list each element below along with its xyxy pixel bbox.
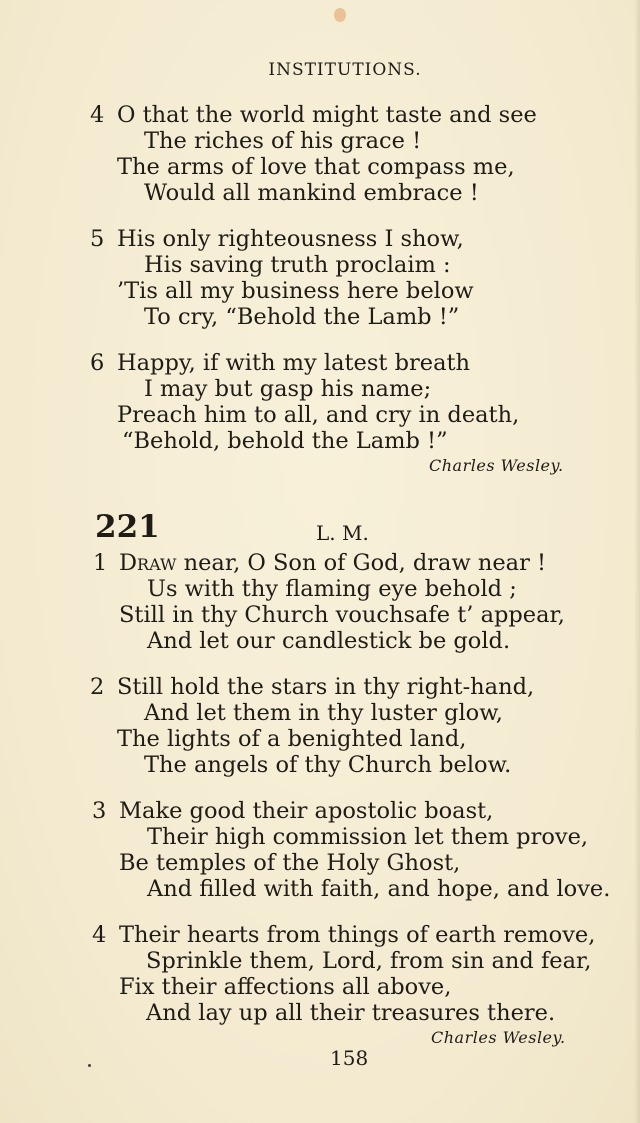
verse-line: And filled with faith, and hope, and love. (147, 876, 611, 902)
verse-line: Their high commission let them prove, (147, 824, 589, 850)
hymn-meter: L. M. (316, 521, 369, 545)
verse-line: I may but gasp his name; (144, 376, 432, 402)
verse-line: “Behold, behold the Lamb !” (122, 428, 448, 454)
hymn-number: 221 (95, 509, 160, 545)
verse-line: Still in thy Church vouchsafe t’ appear, (119, 602, 565, 628)
verse-line: Be temples of the Holy Ghost, (119, 850, 461, 876)
page-number: 158 (330, 1046, 369, 1070)
running-head: INSTITUTIONS. (268, 60, 422, 80)
verse-line: And let our candlestick be gold. (147, 628, 511, 654)
stanza-number: 4 (92, 922, 107, 948)
verse-line: Us with thy flaming eye behold ; (147, 576, 517, 602)
stanza-number: 1 (93, 550, 108, 576)
verse-line: Make good their apostolic boast, (119, 798, 494, 824)
verse-line: Preach him to all, and cry in death, (117, 402, 520, 428)
verse-line: Still hold the stars in thy right-hand, (117, 674, 535, 700)
verse-line: And let them in thy luster glow, (144, 700, 503, 726)
first-word: Draw (119, 550, 177, 576)
author-attribution: Charles Wesley. (429, 456, 564, 475)
stanza-number: 5 (90, 226, 105, 252)
verse-line-rest: near, O Son of God, draw near ! (176, 550, 547, 576)
stanza-number: 3 (92, 798, 107, 824)
verse-line: Happy, if with my latest breath (117, 350, 471, 376)
verse-line: The lights of a benighted land, (117, 726, 467, 752)
verse-line: Sprinkle them, Lord, from sin and fear, (146, 948, 592, 974)
verse-line (119, 552, 546, 575)
stanza-number: 6 (90, 350, 105, 376)
verse-line: ’Tis all my business here below (117, 278, 474, 304)
stanza-number: 4 (90, 102, 105, 128)
author-attribution: Charles Wesley. (431, 1028, 566, 1047)
verse-line: The arms of love that compass me, (117, 154, 515, 180)
verse-line: His only righteousness I show, (117, 226, 464, 252)
verse-line: The riches of his grace ! (144, 128, 422, 154)
paper-stain (334, 8, 346, 22)
stanza-number: 2 (90, 674, 105, 700)
verse-line: His saving truth proclaim : (144, 252, 451, 278)
verse-line: To cry, “Behold the Lamb !” (144, 304, 460, 330)
page-edge-shadow (634, 0, 640, 1123)
verse-line: Their hearts from things of earth remove, (119, 922, 596, 948)
paper-speck (88, 1064, 91, 1067)
verse-line: Fix their affections all above, (119, 974, 452, 1000)
verse-line: O that the world might taste and see (117, 102, 537, 128)
verse-line: The angels of thy Church below. (144, 752, 512, 778)
verse-line: And lay up all their treasures there. (146, 1000, 556, 1026)
verse-line: Would all mankind embrace ! (144, 180, 479, 206)
